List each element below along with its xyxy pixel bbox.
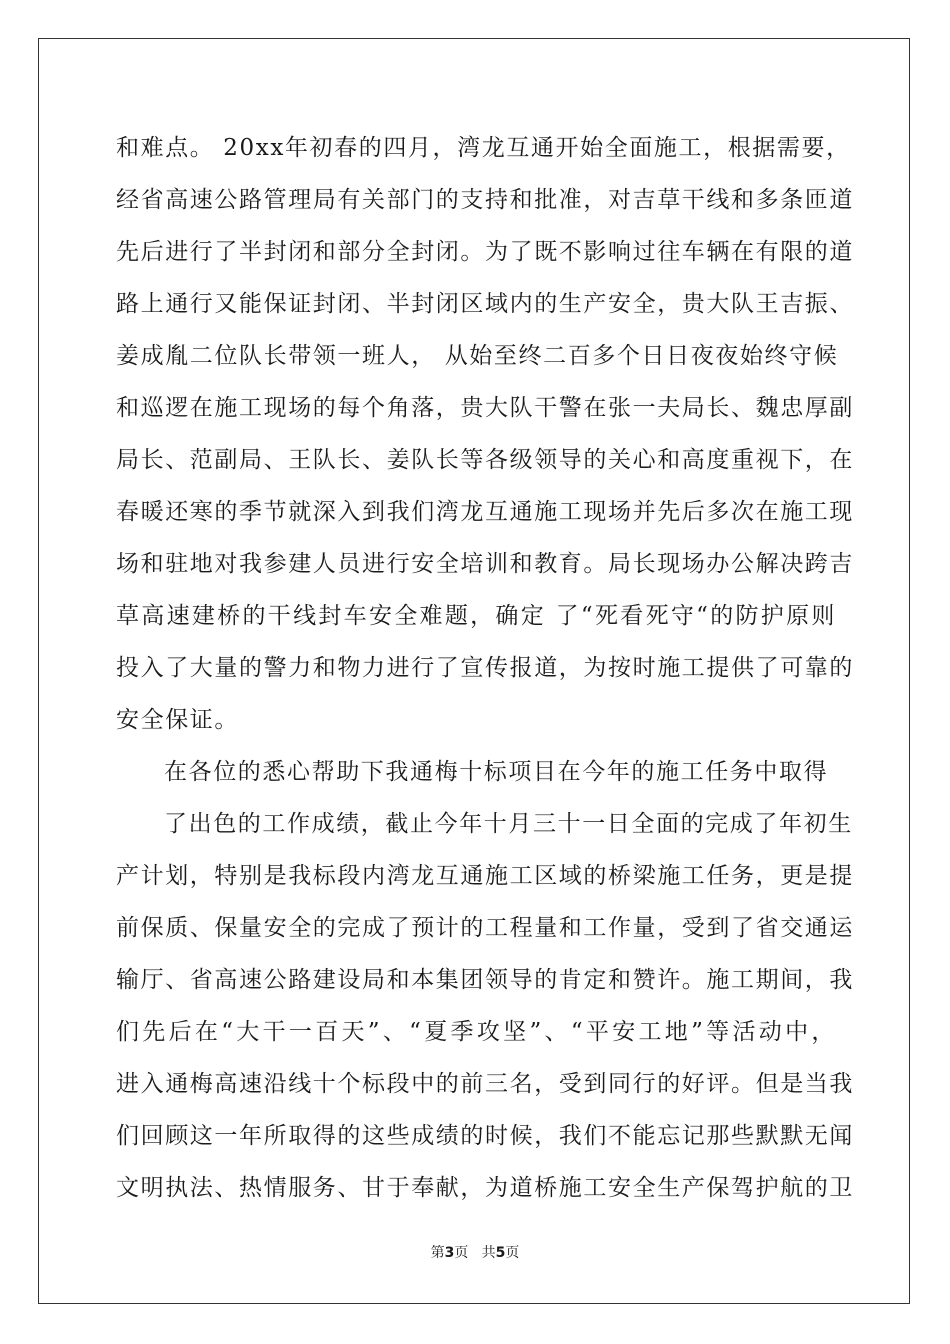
- text-line: 草高速建桥的干线封车安全难题，确定 了“死看死守“的防护原则: [116, 603, 836, 629]
- text-line: 和难点。 20xx年初春的四月，湾龙互通开始全面施工，根据需要，: [116, 135, 851, 161]
- text-line: 们先后在“大干一百天”、“夏季攻坚”、“平安工地”等活动中，: [116, 1019, 836, 1045]
- text-line: 场和驻地对我参建人员进行安全培训和教育。局长现场办公解决跨吉: [116, 551, 854, 577]
- text-line: 前保质、保量安全的完成了预计的工程量和工作量，受到了省交通运: [116, 915, 854, 941]
- text-line: 产计划，特别是我标段内湾龙互通施工区域的桥梁施工任务，更是提: [116, 863, 854, 889]
- paragraph-start-line: 在各位的悉心帮助下我通梅十标项目在今年的施工任务中取得: [164, 759, 829, 785]
- text-line: 输厅、省高速公路建设局和本集团领导的肯定和赞许。施工期间，我: [116, 967, 854, 993]
- text-line: 春暖还寒的季节就深入到我们湾龙互通施工现场并先后多次在施工现: [116, 499, 854, 525]
- text-line: 安全保证。: [116, 707, 239, 733]
- text-line: 们回顾这一年所取得的这些成绩的时候，我们不能忘记那些默默无闻: [116, 1123, 854, 1149]
- page-number-footer: [0, 1242, 950, 1262]
- footer-total-pages: 5: [495, 1245, 506, 1261]
- footer-current-page: 3: [444, 1245, 455, 1261]
- text-line: 先后进行了半封闭和部分全封闭。为了既不影响过往车辆在有限的道: [116, 239, 854, 265]
- text-line: 进入通梅高速沿线十个标段中的前三名，受到同行的好评。但是当我: [116, 1071, 854, 1097]
- text-line: 路上通行又能保证封闭、半封闭区域内的生产安全，贵大队王吉振、: [116, 291, 854, 317]
- footer-middle: 页 共: [454, 1245, 496, 1261]
- text-line: 和巡逻在施工现场的每个角落，贵大队干警在张一夫局长、魏忠厚副: [116, 395, 854, 421]
- text-line: 了出色的工作成绩，截止今年十月三十一日全面的完成了年初生: [164, 811, 853, 837]
- text-line: 局长、范副局、王队长、姜队长等各级领导的关心和高度重视下，在: [116, 447, 854, 473]
- footer-suffix: 页: [505, 1245, 520, 1261]
- text-line: 投入了大量的警力和物力进行了宣传报道，为按时施工提供了可靠的: [116, 655, 854, 681]
- text-line: 文明执法、热情服务、甘于奉献，为道桥施工安全生产保驾护航的卫: [116, 1175, 854, 1201]
- text-line: 经省高速公路管理局有关部门的支持和批准，对吉草干线和多条匝道: [116, 187, 854, 213]
- text-line: 姜成胤二位队长带领一班人， 从始至终二百多个日日夜夜始终守候: [116, 343, 839, 369]
- footer-prefix: 第: [430, 1245, 445, 1261]
